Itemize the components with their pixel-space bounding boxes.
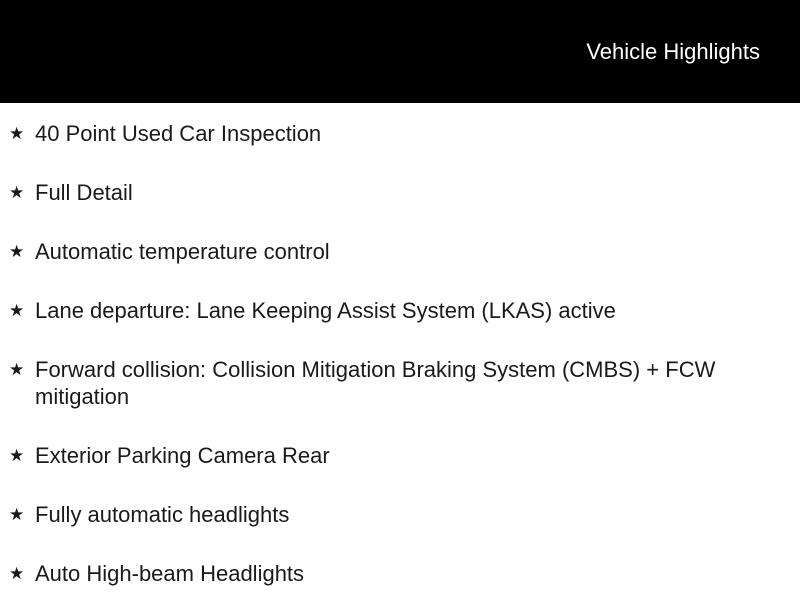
header-banner: [0, 0, 800, 103]
highlight-text: Lane departure: Lane Keeping Assist System (LKAS) active: [35, 298, 616, 323]
highlight-text: Automatic temperature control: [35, 239, 330, 264]
star-icon: ★: [9, 446, 25, 465]
page-title: Vehicle Highlights: [586, 39, 760, 64]
star-icon: ★: [9, 183, 25, 202]
highlight-text: Forward collision: Collision Mitigation Braking System (CMBS) + FCW mitigation: [35, 357, 716, 409]
vehicle-highlights-list: [0, 103, 800, 587]
highlight-text: Full Detail: [35, 180, 133, 205]
star-icon: ★: [9, 360, 25, 379]
list-item: [0, 356, 800, 410]
list-item: [0, 501, 800, 528]
list-item: [0, 442, 800, 469]
list-item: [0, 560, 800, 587]
highlight-text: Exterior Parking Camera Rear: [35, 443, 330, 468]
star-icon: ★: [9, 301, 25, 320]
highlight-text: Fully automatic headlights: [35, 502, 290, 527]
star-icon: ★: [9, 505, 25, 524]
list-item: [0, 297, 800, 324]
star-icon: ★: [9, 242, 25, 261]
star-icon: ★: [9, 564, 25, 583]
star-icon: ★: [9, 124, 25, 143]
highlight-text: Auto High-beam Headlights: [35, 561, 305, 586]
list-item: [0, 120, 800, 147]
list-item: [0, 238, 800, 265]
list-item: [0, 179, 800, 206]
highlight-text: 40 Point Used Car Inspection: [35, 121, 322, 146]
